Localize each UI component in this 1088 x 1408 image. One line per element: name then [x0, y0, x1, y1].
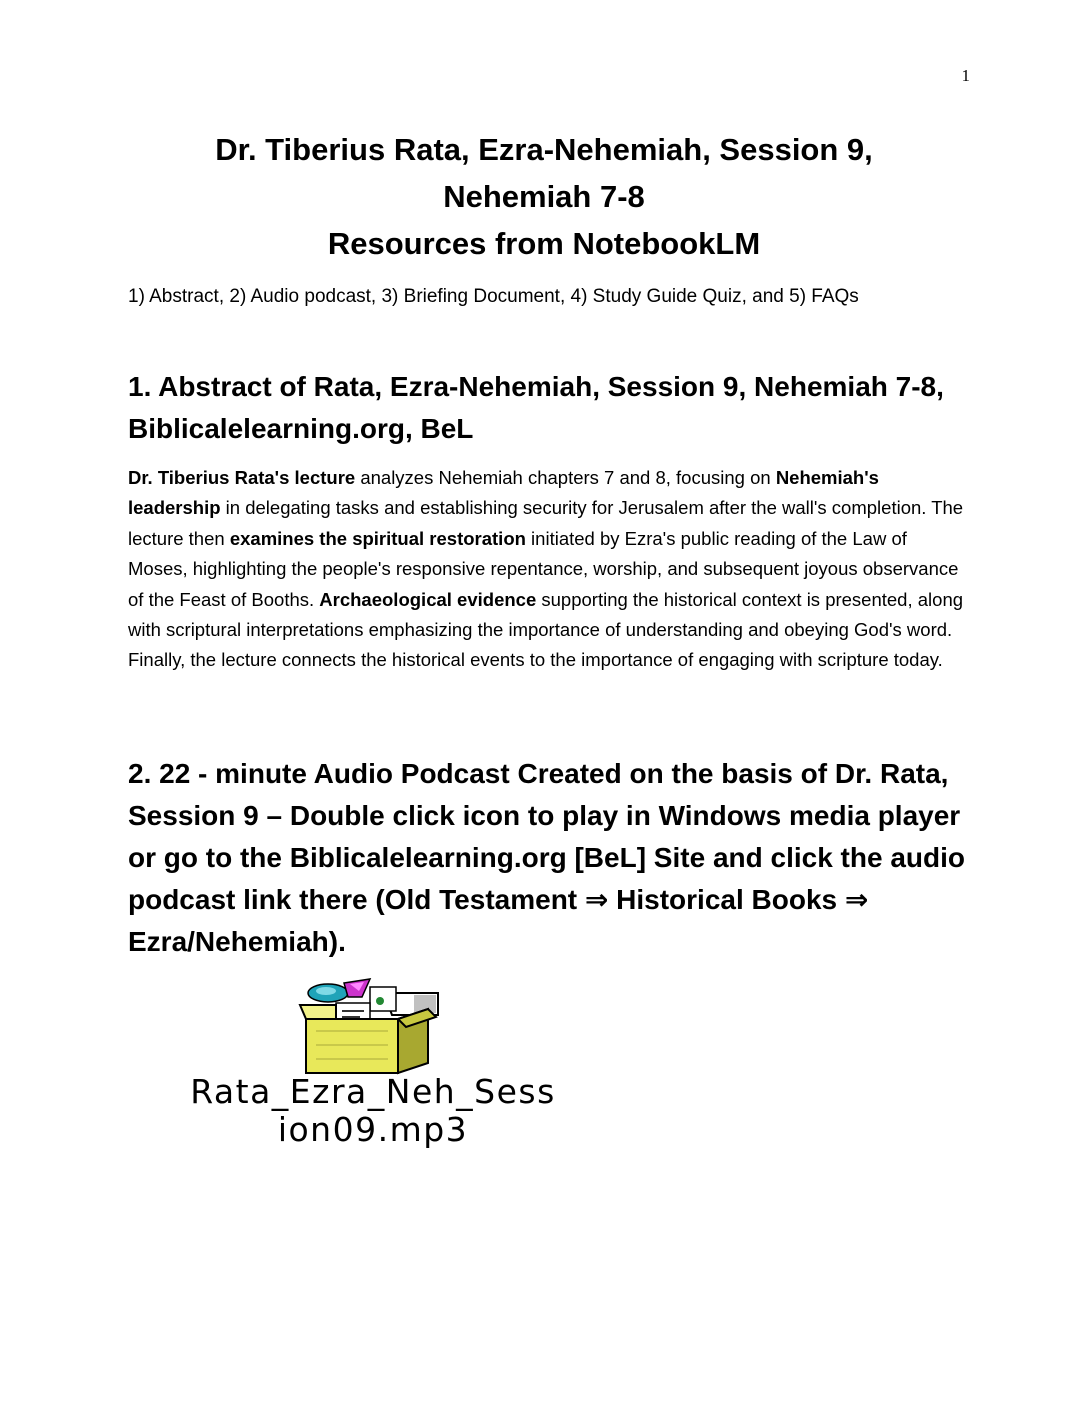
package-icon[interactable]	[296, 975, 446, 1075]
file-name-label[interactable]	[128, 1073, 618, 1149]
abstract-bold-3: examines the spiritual restoration	[229, 527, 526, 549]
podcast-heading-text-3: Ezra/Nehemiah).	[128, 926, 346, 957]
podcast-heading-text-2: Historical Books	[608, 884, 845, 915]
abstract-paragraph	[128, 463, 968, 676]
abstract-bold-4: Archaeological evidence	[319, 588, 537, 610]
title-line-2: Nehemiah 7-8	[443, 179, 645, 214]
title-line-1: Dr. Tiberius Rata, Ezra-Nehemiah, Session 9,	[215, 132, 873, 167]
abstract-heading: 1. Abstract of Rata, Ezra-Nehemiah, Session 9, Nehemiah 7-8, Biblicalelearning.org, BeL	[128, 371, 944, 444]
file-name-line-1: Rata_Ezra_Neh_Sess	[190, 1072, 556, 1111]
abstract-text-1: analyzes Nehemiah chapters 7 and 8, focusing on	[355, 467, 776, 488]
abstract-text-3: initiated by Ezra's public reading of the Law of Moses, highlighting the people's responsive repentance, worship, and subsequent joyous observance of the Feast of Booths.	[128, 527, 959, 610]
contents-list: 1) Abstract, 2) Audio podcast, 3) Briefing Document, 4) Study Guide Quiz, and 5) FAQs	[128, 286, 859, 307]
title-line-3: Resources from NotebookLM	[327, 226, 761, 261]
abstract-bold-2: Nehemiah's leadership	[128, 467, 879, 519]
abstract-text-4: supporting the historical context is presented, along with scriptural interpretations emphasizing the importance of understanding and obeying God's word. Finally, the lecture connects the historical events to the importance of engaging with scripture today.	[128, 588, 964, 671]
arrow-icon: ⇒	[584, 883, 609, 916]
file-name-line-2: ion09.mp3	[277, 1110, 469, 1149]
abstract-text-2: in delegating tasks and establishing security for Jerusalem after the wall's completion. The lecture then	[128, 497, 964, 549]
podcast-heading	[128, 753, 968, 963]
page-number: 1	[961, 66, 970, 85]
podcast-heading-text-1: 2. 22 - minute Audio Podcast Created on the basis of Dr. Rata, Session 9 – Double click icon to play in Windows media player or go to the Biblicalelearning.org [BeL] Site and click the audio podcast link there (Old Testament	[128, 758, 965, 915]
arrow-icon: ⇒	[844, 883, 869, 916]
document-title	[128, 126, 960, 267]
abstract-bold-1: Dr. Tiberius Rata's lecture	[128, 467, 356, 488]
